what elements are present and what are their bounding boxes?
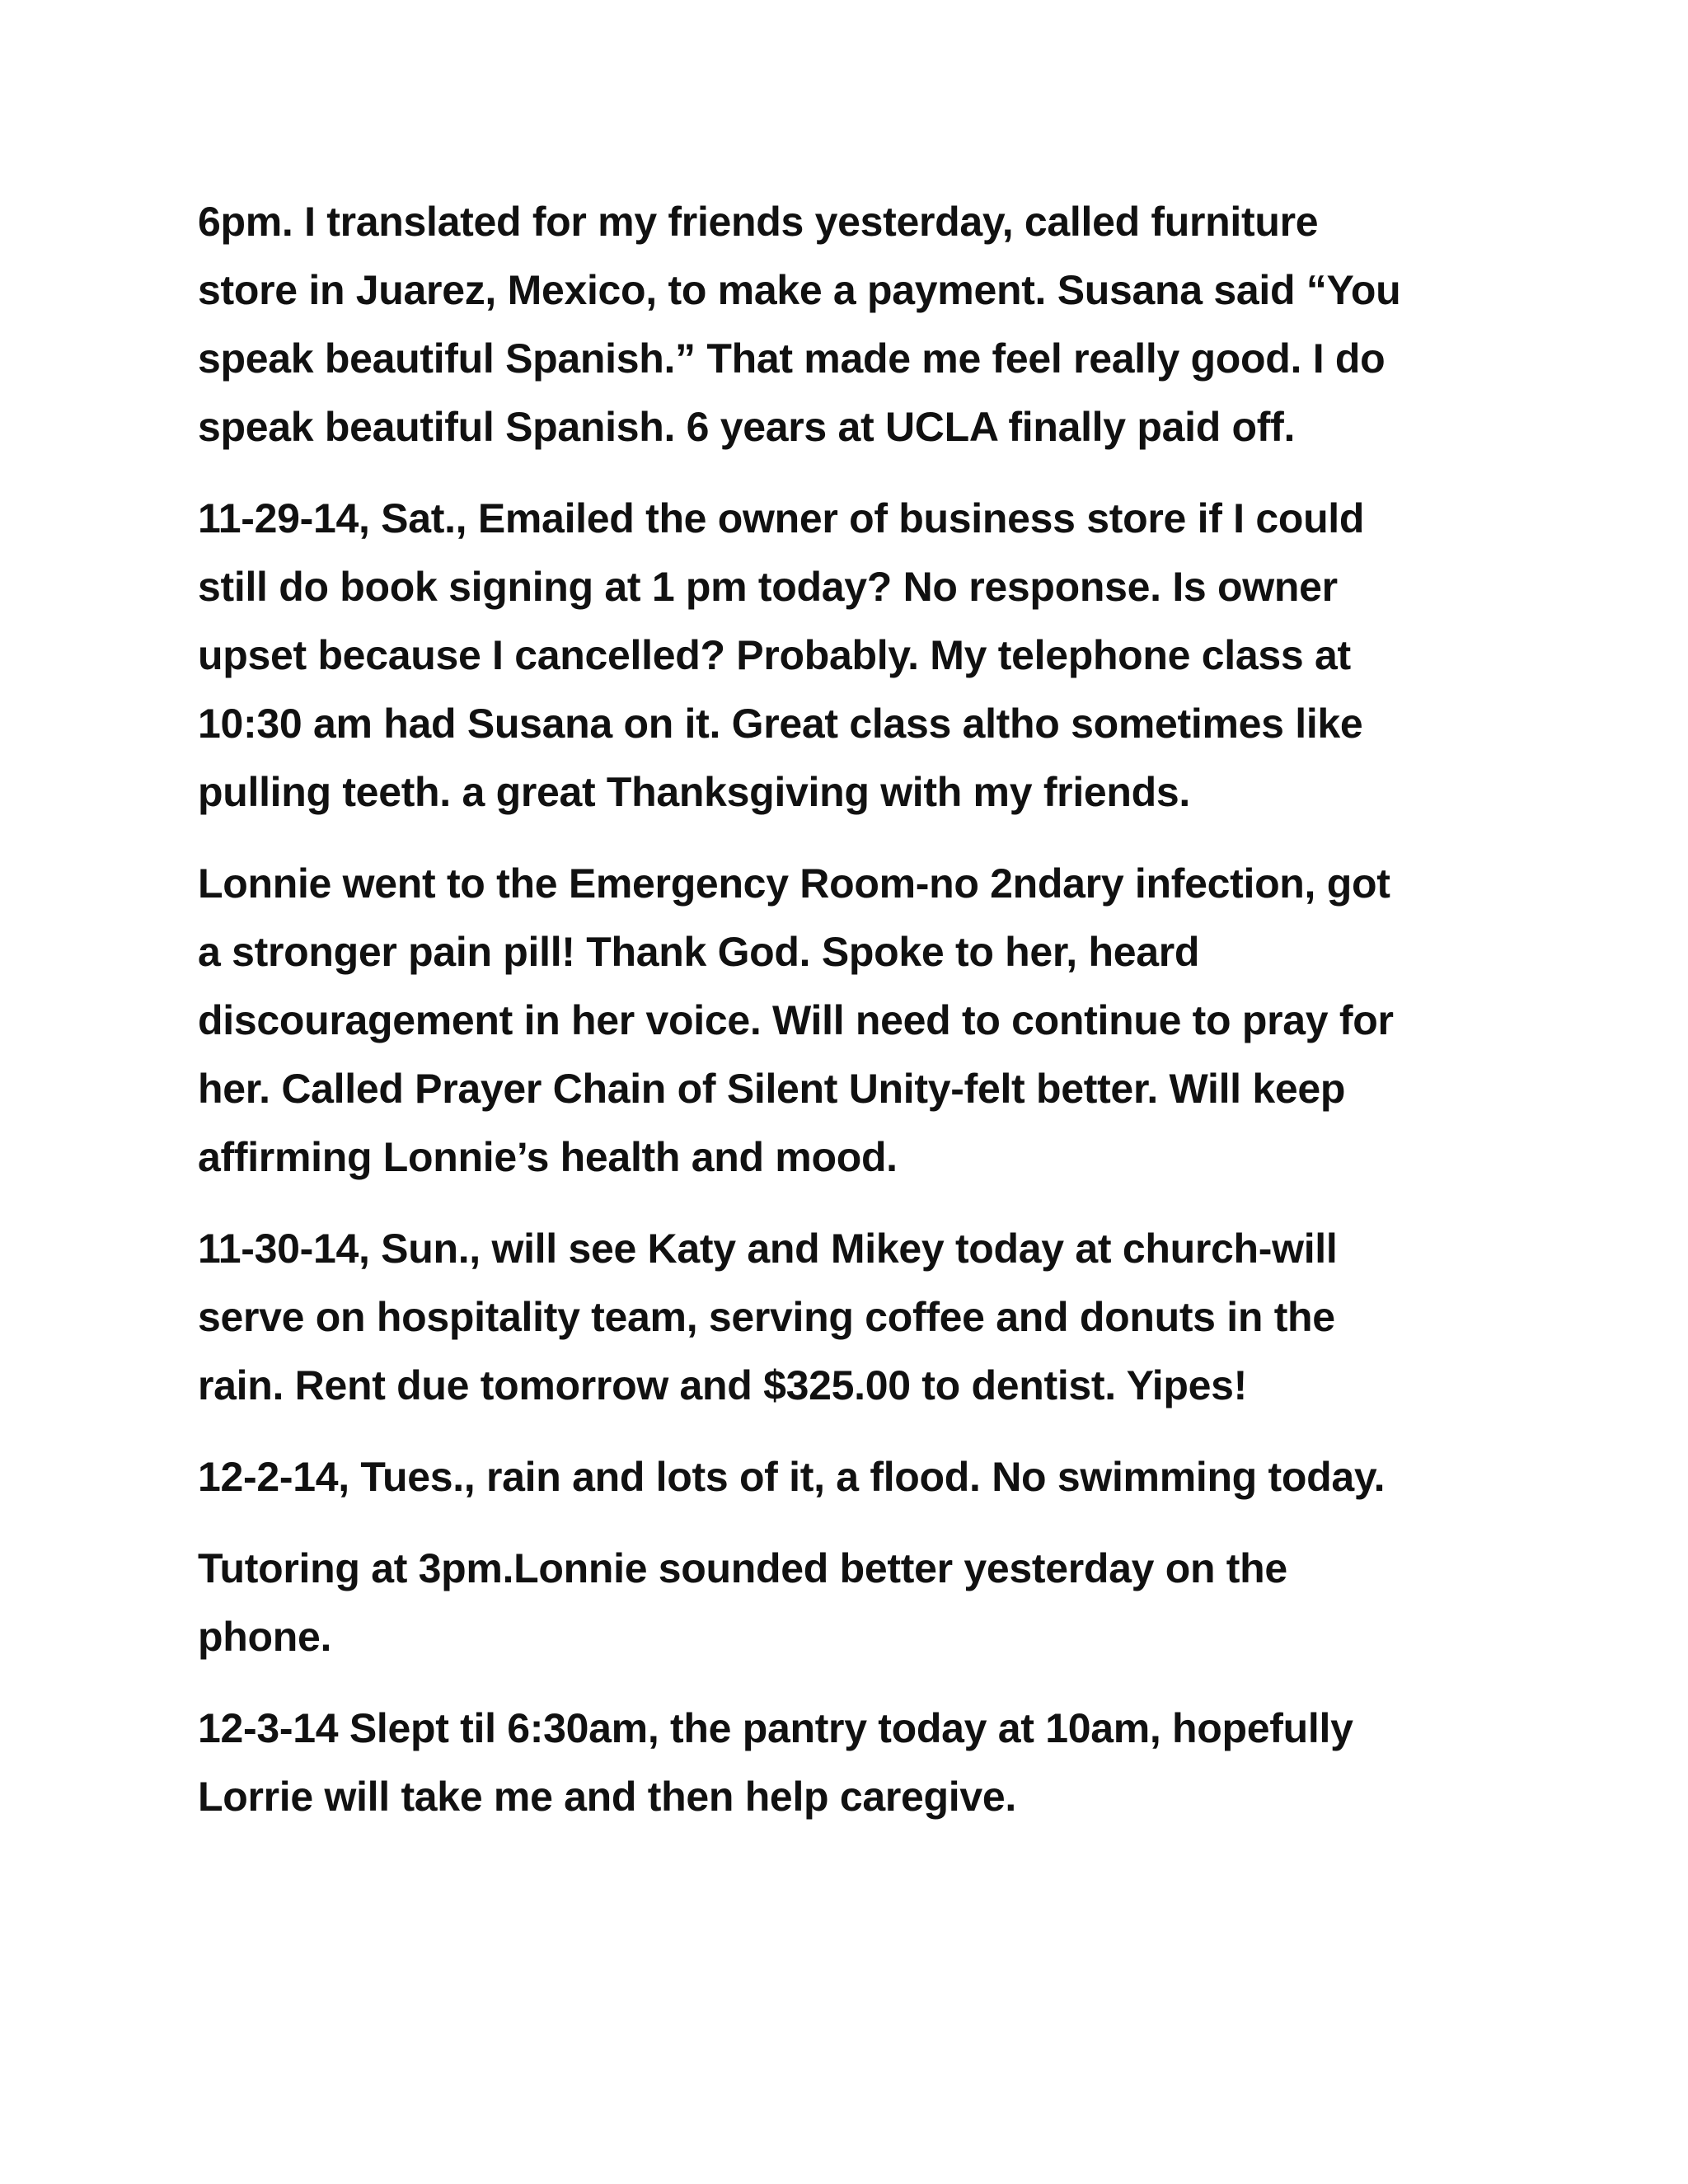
text-line: Lorrie will take me and then help caregive. (198, 1774, 1016, 1820)
text-line: store in Juarez, Mexico, to make a payment. Susana said “You (198, 267, 1401, 313)
text-line: Lonnie went to the Emergency Room-no 2ndary infection, got (198, 860, 1390, 907)
text-line: 11-29-14, Sat., Emailed the owner of business store if I could (198, 495, 1365, 541)
text-line: speak beautiful Spanish.” That made me feel really good. I do (198, 335, 1386, 382)
text-line: still do book signing at 1 pm today? No response. Is owner (198, 564, 1338, 610)
text-line: discouragement in her voice. Will need to continue to pray for (198, 997, 1394, 1043)
text-line: serve on hospitality team, serving coffee and donuts in the (198, 1294, 1335, 1340)
journal-entry-2 (198, 485, 1500, 827)
text-line: 12-3-14 Slept til 6:30am, the pantry today at 10am, hopefully (198, 1705, 1353, 1751)
text-line: Tutoring at 3pm.Lonnie sounded better yesterday on the (198, 1545, 1287, 1591)
journal-entry-6 (198, 1535, 1500, 1671)
text-line: upset because I cancelled? Probably. My telephone class at (198, 632, 1351, 678)
text-line: 10:30 am had Susana on it. Great class altho sometimes like (198, 701, 1363, 747)
journal-entry-5 (198, 1443, 1500, 1511)
journal-entry-4 (198, 1215, 1500, 1420)
journal-entry-1 (198, 188, 1500, 462)
text-line: affirming Lonnie’s health and mood. (198, 1134, 898, 1180)
text-line: speak beautiful Spanish. 6 years at UCLA finally paid off. (198, 404, 1296, 450)
journal-entry-7 (198, 1694, 1500, 1831)
text-line: rain. Rent due tomorrow and $325.00 to dentist. Yipes! (198, 1362, 1247, 1408)
text-line: phone. (198, 1614, 332, 1660)
text-line: her. Called Prayer Chain of Silent Unity-felt better. Will keep (198, 1066, 1346, 1112)
journal-entry-3 (198, 850, 1500, 1192)
text-line: 12-2-14, Tues., rain and lots of it, a flood. No swimming today. (198, 1454, 1386, 1500)
text-line: a stronger pain pill! Thank God. Spoke to her, heard (198, 929, 1200, 975)
text-line: 6pm. I translated for my friends yesterday, called furniture (198, 199, 1319, 245)
journal-text (198, 188, 1500, 1854)
text-line: pulling teeth. a great Thanksgiving with my friends. (198, 769, 1191, 815)
text-line: 11-30-14, Sun., will see Katy and Mikey today at church-will (198, 1226, 1338, 1272)
